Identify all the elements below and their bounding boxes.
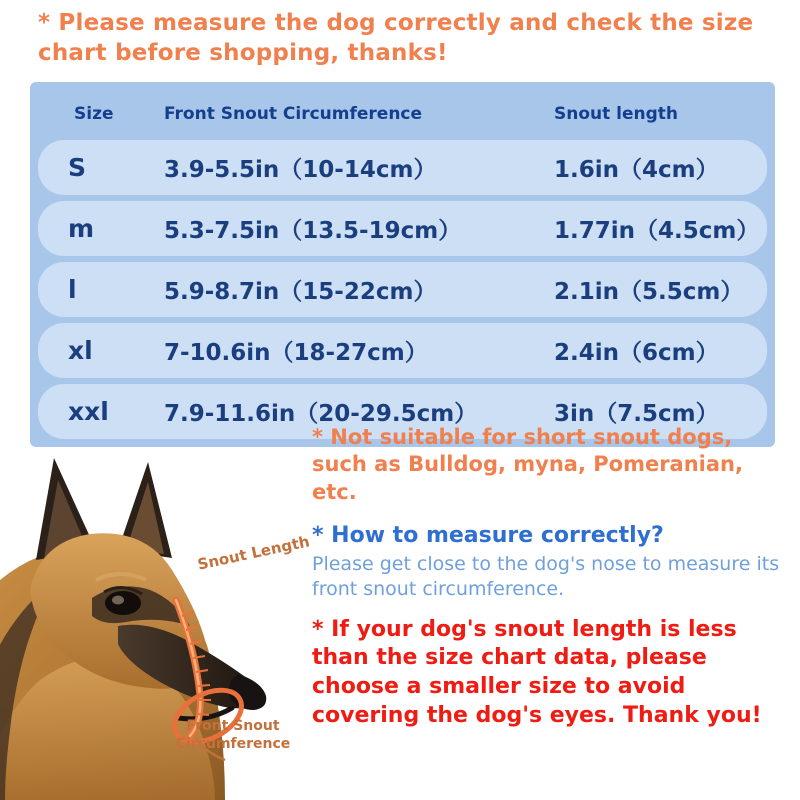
table-header-row — [38, 88, 767, 140]
cell-length: 3in（7.5cm） — [554, 401, 719, 427]
cell-circumference: 7-10.6in（18-27cm） — [164, 340, 428, 366]
cell-circumference: 5.9-8.7in（15-22cm） — [164, 279, 437, 305]
top-notice: * Please measure the dog correctly and check the size chart before shopping, thanks! — [38, 10, 754, 67]
size-chart-table — [30, 82, 775, 447]
note-warning: * If your dog's snout length is less than the size chart data, please choose a smaller size to avoid covering the dog's eyes. Thank you! — [312, 616, 762, 728]
column-header-size: Size — [74, 104, 114, 124]
cell-size: xl — [68, 336, 93, 365]
cell-circumference: 7.9-11.6in（20-29.5cm） — [164, 401, 478, 427]
cell-size: S — [68, 153, 87, 182]
cell-length: 2.1in（5.5cm） — [554, 279, 744, 305]
cell-circumference: 5.3-7.5in（13.5-19cm） — [164, 218, 462, 244]
cell-length: 2.4in（6cm） — [554, 340, 719, 366]
note-how-to-measure-body: Please get close to the dog's nose to measure its front snout circumference. — [312, 553, 780, 601]
cell-size: m — [68, 214, 95, 243]
cell-size: xxl — [68, 397, 109, 426]
column-header-circumference: Front Snout Circumference — [164, 104, 423, 124]
table-row — [38, 140, 767, 195]
cell-size: l — [68, 275, 77, 304]
cell-length: 1.6in（4cm） — [554, 157, 719, 183]
note-not-suitable: * Not suitable for short snout dogs, such as Bulldog, myna, Pomeranian, etc. — [312, 425, 743, 504]
column-header-length: Snout length — [554, 104, 679, 124]
note-how-to-measure-title: * How to measure correctly? — [312, 522, 664, 548]
label-front-snout-circumference: Front Snout Circumference — [175, 718, 291, 752]
table-row — [38, 262, 767, 317]
table-row — [38, 323, 767, 378]
cell-circumference: 3.9-5.5in（10-14cm） — [164, 157, 437, 183]
table-row — [38, 201, 767, 256]
cell-length: 1.77in（4.5cm） — [554, 218, 760, 244]
label-snout-length: Snout Length — [196, 532, 312, 574]
notes-column — [312, 424, 790, 730]
